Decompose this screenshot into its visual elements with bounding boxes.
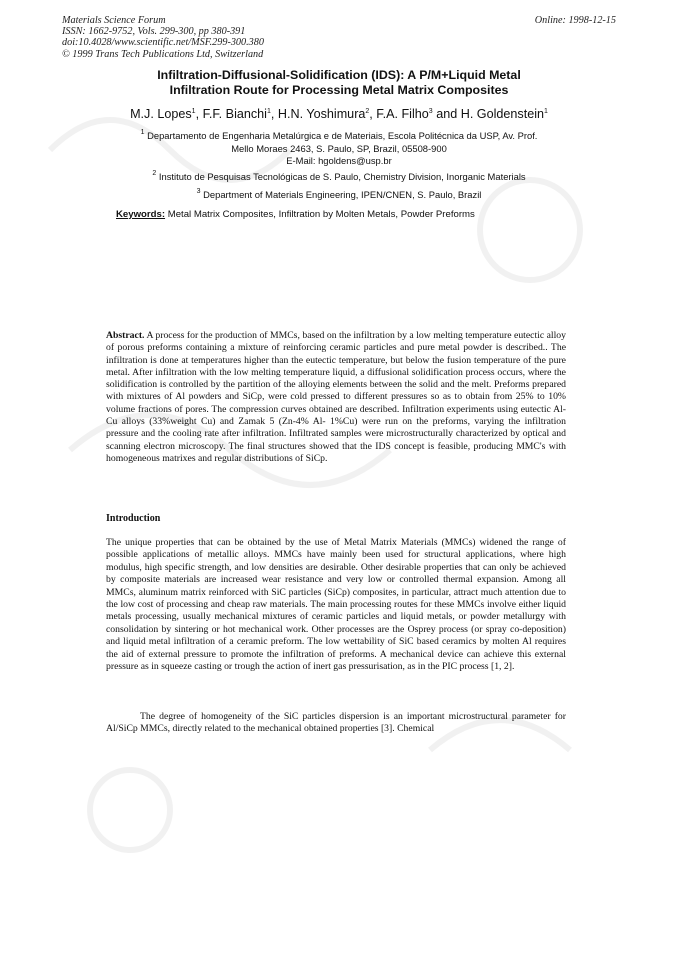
journal-name: Materials Science Forum: [62, 15, 166, 26]
intro-paragraph-2: The degree of homogeneity of the SiC particles dispersion is an important microstructural parameter for Al/SiCp MMCs, directly related to the mechanical obtained properties [3]. Chemical: [106, 711, 566, 735]
abstract: [106, 330, 566, 465]
affiliation-1-line-1: [90, 127, 588, 143]
author-separator: ,: [270, 107, 278, 121]
affiliation-1: [90, 127, 588, 168]
title-line-2: Infiltration Route for Processing Metal Matrix Composites: [169, 83, 509, 97]
affiliation-3: [90, 186, 588, 202]
affiliation-text: Instituto de Pesquisas Tecnológicas de S. Paulo, Chemistry Division, Inorganic Materials: [158, 171, 526, 182]
copyright-line: © 1999 Trans Tech Publications Ltd, Switzerland: [62, 48, 264, 60]
author-affiliation-mark: 1: [544, 108, 548, 115]
keywords-label: Keywords:: [116, 209, 166, 220]
affiliation-mark: 3: [196, 188, 201, 195]
online-date: Online: 1998-12-15: [534, 15, 616, 26]
keywords: [116, 209, 596, 220]
author-name: M.J. Lopes: [130, 107, 192, 121]
author-name: F.A. Filho: [376, 107, 429, 121]
paper-title: [62, 68, 616, 98]
title-line-1: Infiltration-Diffusional-Solidification (IDS): A P/M+Liquid Metal: [157, 68, 521, 82]
abstract-label: Abstract.: [106, 330, 145, 341]
affiliation-2: [90, 168, 588, 184]
abstract-text: A process for the production of MMCs, based on the infiltration by a low melting temperature eutectic alloy of porous preforms containing a mixture of reinforcing ceramic particles and pure metal powder is described.. The infiltration is done at temperatures higher than the eutectic temperature, but below the fusion temperature of the pure metal. After infiltration with the low melting temperature liquid, a diffusional solidification process occurs, where the solidification is controlled by the partition of the alloying elements between the solid and the melt. Preforms prepared with mixtures of Al powders and SiCp, were cold pressed to different pressures so as to obtain from 25% to 10% volume fractions of pores. The compression curves obtained are described. Infiltration experiments using eutectic Al-Cu alloys (33%weight Cu) and Zamak 5 (Zn-4% Al- 1%Cu) were run on the preforms, varying the infiltration pressure and the cooling rate after infiltration. Infiltrated samples were microstructurally characterized by optical and scanning electron microscopy. The final structures showed that the IDS concept is feasible, producing MMC's with homogeneous matrixes and regular distributions of SiCp.: [106, 330, 566, 464]
affiliation-mark: 1: [140, 129, 145, 136]
author-separator: ,: [195, 107, 203, 121]
affiliation-text: Department of Materials Engineering, IPEN/CNEN, S. Paulo, Brazil: [203, 189, 482, 200]
author-affiliation-mark: 1: [266, 108, 271, 115]
issn-line: ISSN: 1662-9752, Vols. 299-300, pp 380-391: [62, 26, 246, 38]
doi-line: doi:10.4028/www.scientific.net/MSF.299-300.380: [62, 37, 264, 49]
affiliation-mark: 2: [152, 170, 157, 177]
author-name: H. Goldenstein: [460, 107, 545, 121]
author-separator: ,: [369, 107, 377, 121]
author-list: [62, 107, 616, 121]
author-name: F.F. Bianchi: [202, 107, 267, 121]
journal-header: [62, 15, 264, 60]
intro-paragraph-1: The unique properties that can be obtained by the use of Metal Matrix Materials (MMCs) widened the range of possible applications of metallic alloys. MMCs have mainly been used for structural applications, where high modulus, high specific strength, and low densities are desirable. Other desirable properties that can only be achieved by composite materials are increased wear resistance and very low or controlled thermal expansion. Among all MMCs, aluminum matrix reinforced with SiC particles (SiCp) composites, in particular, attract much attention due to the low cost of processing and cheap raw materials. The main processing routes for these MMCs involve either liquid metals processing, usually mechanical mixtures of ceramic particles and liquid metals, or powder metallurgy with consolidation by sintering or hot mechanical work. Other processes are the Osprey process (or spray co-deposition) and liquid metal infiltration of a ceramic preform. The low wettability of SiC based ceramics by molten Al requires the aid of external pressure to promote the infiltration of preforms. A mechanical device can achieve this external pressure as in squeeze casting or trough the action of inert gas pressurisation, as in the PIC process [1, 2].: [106, 537, 566, 673]
affiliation-text: Departamento de Engenharia Metalúrgica e de Materiais, Escola Politécnica da USP, Av. Prof.: [147, 130, 538, 141]
author-affiliation-mark: 1: [191, 108, 196, 115]
keywords-text: Metal Matrix Composites, Infiltration by Molten Metals, Powder Preforms: [167, 209, 475, 220]
author-conjunction: and: [432, 107, 461, 121]
author-name: H.N. Yoshimura: [277, 107, 366, 121]
affiliation-1-line-2: Mello Moraes 2463, S. Paulo, SP, Brazil, 05508-900: [231, 142, 447, 154]
affiliation-email: E-Mail: hgoldens@usp.br: [286, 155, 392, 166]
author-affiliation-mark: 2: [365, 108, 370, 115]
author-affiliation-mark: 3: [428, 108, 433, 115]
section-heading-introduction: Introduction: [106, 513, 161, 524]
